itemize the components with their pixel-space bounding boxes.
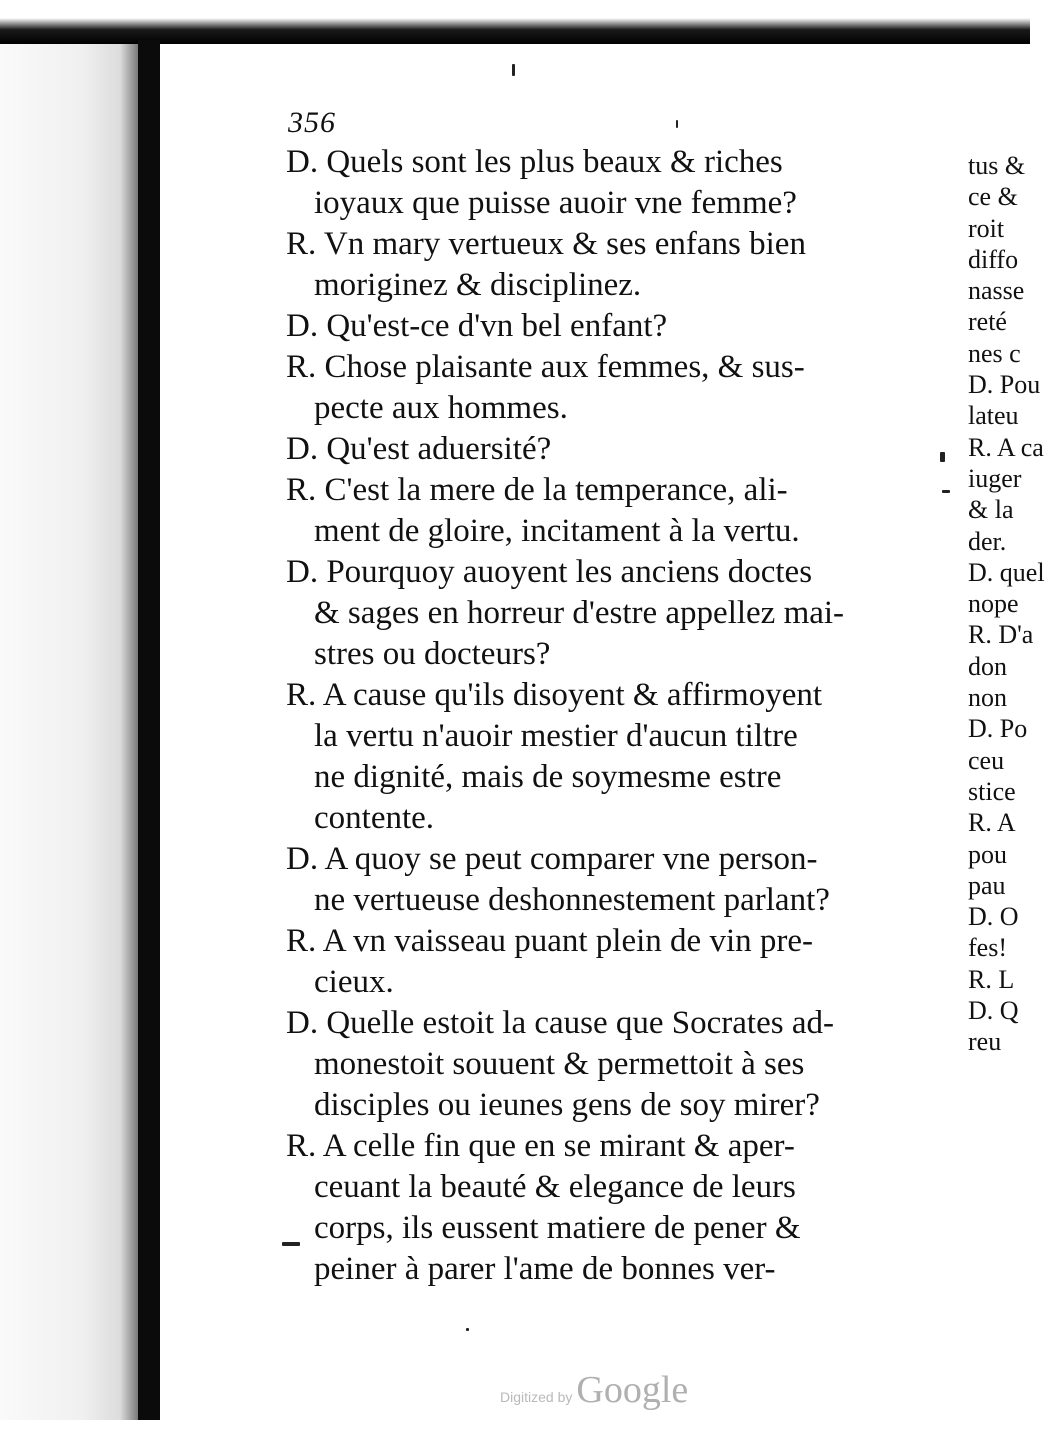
facing-fragment: D. Pou bbox=[968, 370, 1041, 400]
facing-fragment: D. O bbox=[968, 902, 1019, 932]
facing-page-fragments bbox=[968, 150, 1045, 1390]
facing-fragment: der. bbox=[968, 526, 1007, 556]
text-line: ioyaux que puisse auoir vne femme? bbox=[314, 185, 797, 221]
text-line: D. Qu'est aduersité? bbox=[286, 431, 552, 467]
facing-fragment: iuger bbox=[968, 463, 1022, 493]
facing-fragment: nope bbox=[968, 589, 1019, 619]
text-line: D. Qu'est-ce d'vn bel enfant? bbox=[286, 308, 668, 344]
text-line: ne dignité, mais de soymesme estre bbox=[314, 759, 782, 795]
text-line: corps, ils eussent matiere de pener & bbox=[314, 1210, 801, 1246]
facing-fragment: nasse bbox=[968, 276, 1025, 306]
digitized-watermark bbox=[500, 1368, 688, 1412]
google-logo: Google bbox=[576, 1369, 689, 1411]
text-line: R. A cause qu'ils disoyent & affirmoyent bbox=[286, 677, 823, 713]
text-line: moriginez & disciplinez. bbox=[314, 267, 642, 303]
facing-fragment: R. A bbox=[968, 808, 1016, 838]
text-line: R. A celle fin que en se mirant & aper- bbox=[286, 1128, 795, 1164]
scan-speck bbox=[676, 120, 678, 128]
facing-fragment: D. quel bbox=[968, 557, 1045, 587]
text-line: peiner à parer l'ame de bonnes ver- bbox=[314, 1251, 776, 1287]
page-number: 356 bbox=[288, 106, 336, 139]
left-page-edge bbox=[0, 20, 150, 1420]
text-line: D. Pourquoy auoyent les anciens doctes bbox=[286, 554, 813, 590]
text-line: disciples ou ieunes gens de soy mirer? bbox=[314, 1087, 820, 1123]
text-line: & sages en horreur d'estre appellez mai- bbox=[314, 595, 845, 631]
facing-fragment: D. Q bbox=[968, 996, 1019, 1026]
facing-fragment: ce & bbox=[968, 182, 1018, 212]
facing-fragment: pau bbox=[968, 870, 1006, 900]
text-line: contente. bbox=[314, 800, 435, 836]
text-line: stres ou docteurs? bbox=[314, 636, 551, 672]
text-line: ne vertueuse deshonnestement parlant? bbox=[314, 882, 830, 918]
text-line: pecte aux hommes. bbox=[314, 390, 568, 426]
facing-fragment: R. A ca bbox=[968, 432, 1044, 462]
facing-fragment: lateu bbox=[968, 401, 1019, 431]
facing-fragment: pou bbox=[968, 839, 1007, 869]
dialogue-text bbox=[286, 142, 926, 1290]
text-line: ceuant la beauté & elegance de leurs bbox=[314, 1169, 796, 1205]
text-line: R. Chose plaisante aux femmes, & sus- bbox=[286, 349, 805, 385]
facing-fragment: non bbox=[968, 683, 1007, 713]
text-line: la vertu n'auoir mestier d'aucun tiltre bbox=[314, 718, 798, 754]
facing-fragment: fes! bbox=[968, 933, 1007, 963]
facing-fragment: & la bbox=[968, 495, 1014, 525]
book-gutter bbox=[138, 40, 160, 1420]
facing-fragment: roit bbox=[968, 213, 1005, 243]
facing-fragment: don bbox=[968, 651, 1007, 681]
facing-fragment: stice bbox=[968, 776, 1016, 806]
facing-fragment: nes c bbox=[968, 338, 1021, 368]
text-line: cieux. bbox=[314, 964, 394, 1000]
facing-fragment: tus & bbox=[968, 151, 1026, 180]
scan-speck bbox=[466, 1328, 469, 1331]
text-line: D. Quelle estoit la cause que Socrates ad- bbox=[286, 1005, 834, 1041]
facing-fragment: reu bbox=[968, 1027, 1002, 1057]
watermark-prefix: Digitized by bbox=[500, 1389, 573, 1405]
text-line: monestoit souuent & permettoit à ses bbox=[314, 1046, 805, 1082]
facing-fragment: ceu bbox=[968, 745, 1005, 775]
text-line: D. Quels sont les plus beaux & riches bbox=[286, 144, 783, 180]
facing-fragment: D. Po bbox=[968, 714, 1028, 744]
text-line: ment de gloire, incitament à la vertu. bbox=[314, 513, 800, 549]
facing-fragment: diffo bbox=[968, 244, 1019, 274]
facing-fragment: reté bbox=[968, 307, 1007, 337]
text-line: R. C'est la mere de la temperance, ali- bbox=[286, 472, 788, 508]
text-line: R. A vn vaisseau puant plein de vin pre- bbox=[286, 923, 813, 959]
scan-speck bbox=[512, 64, 515, 76]
scan-speck bbox=[940, 452, 945, 462]
facing-fragment: R. L bbox=[968, 964, 1015, 994]
scan-speck bbox=[942, 490, 950, 493]
facing-fragment: R. D'a bbox=[968, 620, 1034, 650]
text-line: R. Vn mary vertueux & ses enfans bien bbox=[286, 226, 806, 262]
text-line: D. A quoy se peut comparer vne person- bbox=[286, 841, 818, 877]
